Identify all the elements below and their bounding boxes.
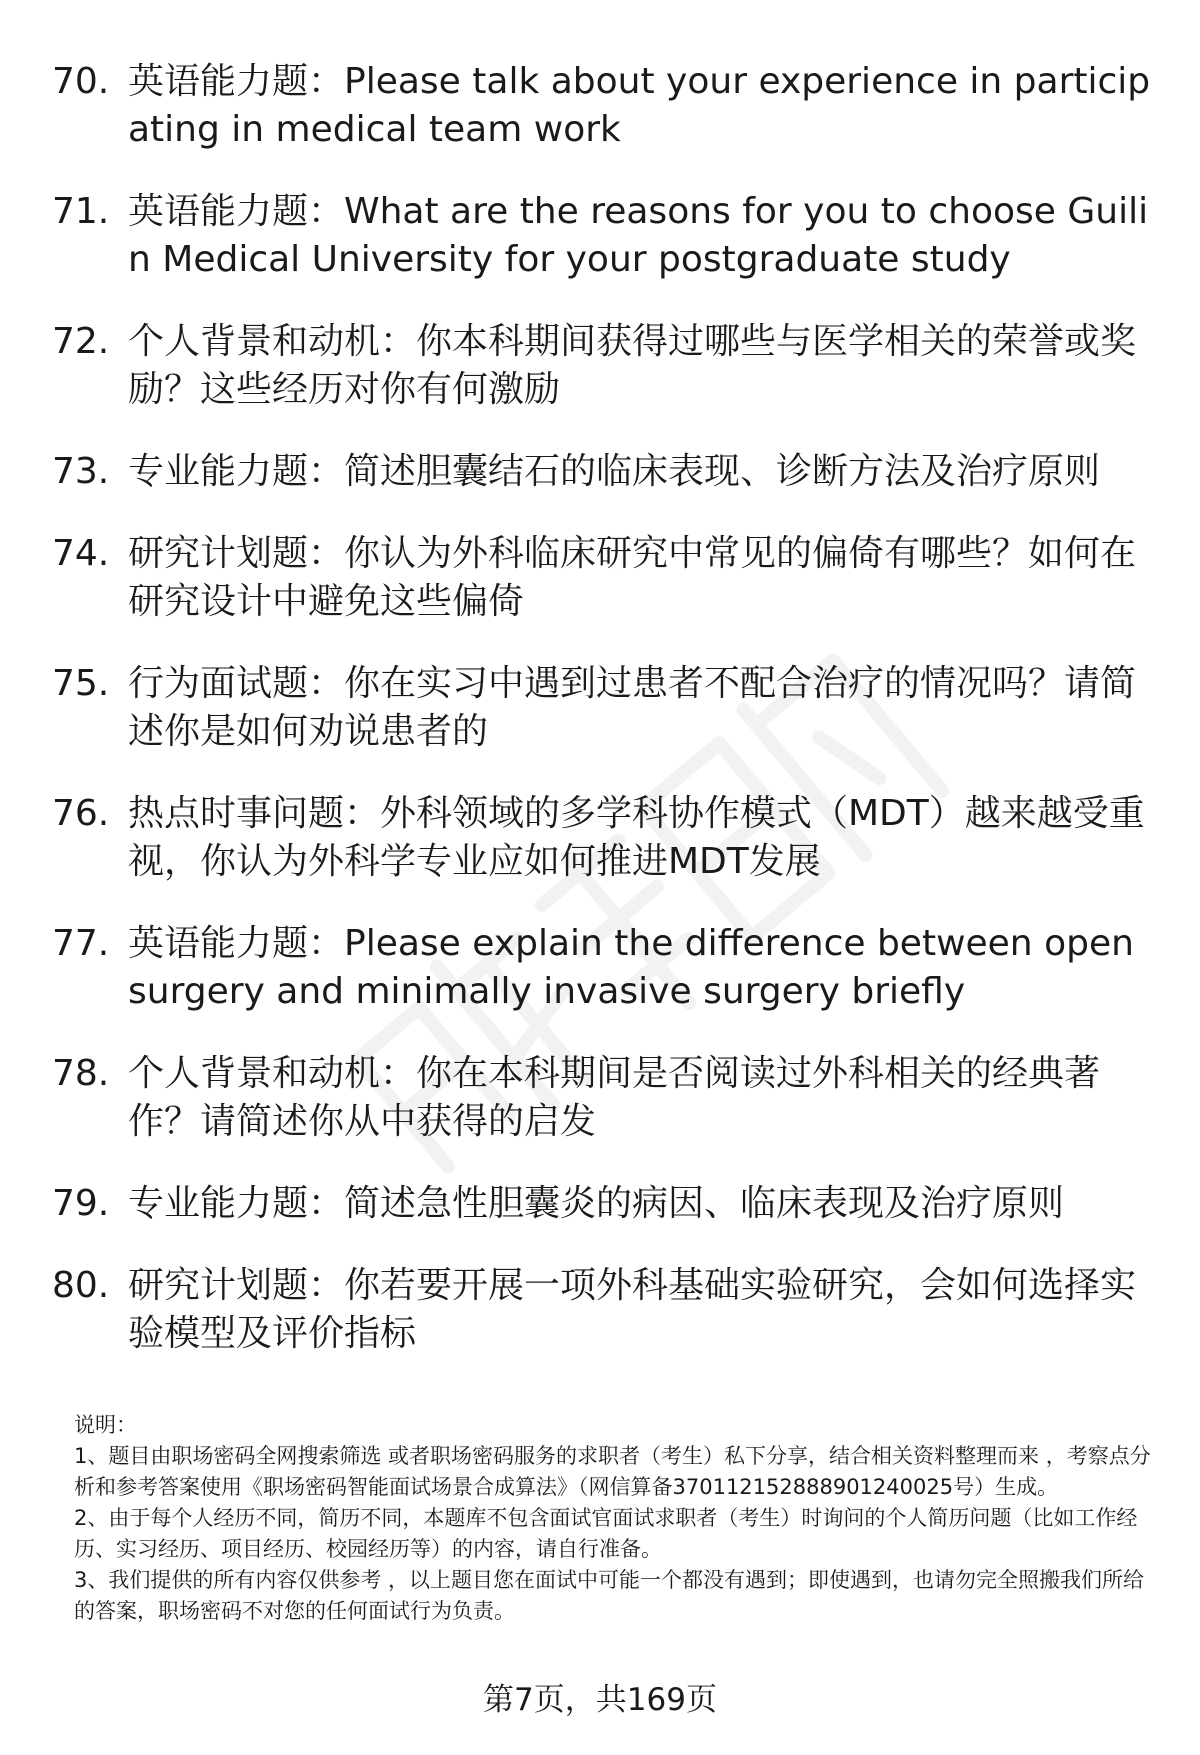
question-number: 70. [52, 61, 110, 102]
question-number: 74. [52, 533, 110, 574]
question-text: 研究计划题：你若要开展一项外科基础实验研究，会如何选择实验模型及评价指标 [128, 1265, 1137, 1354]
question-number: 71. [52, 191, 110, 232]
question-text: 专业能力题：简述胆囊结石的临床表现、诊断方法及治疗原则 [128, 451, 1101, 492]
question-item [52, 660, 1152, 756]
question-text: 行为面试题：你在实习中遇到过患者不配合治疗的情况吗？请简述你是如何劝说患者的 [128, 663, 1137, 752]
question-item [52, 188, 1152, 284]
question-number: 79. [52, 1183, 110, 1224]
question-item [52, 530, 1152, 626]
question-item [52, 1262, 1152, 1358]
question-item [52, 58, 1152, 154]
question-number: 76. [52, 793, 110, 834]
question-list [52, 58, 1152, 1392]
question-text: 专业能力题：简述急性胆囊炎的病因、临床表现及治疗原则 [128, 1183, 1065, 1224]
question-number: 75. [52, 663, 110, 704]
note-item: 2、由于每个人经历不同，简历不同，本题库不包含面试官面试求职者（考生）时询问的个人简历问题（比如工作经历、实习经历、项目经历、校园经历等）的内容，请自行准备。 [74, 1506, 1138, 1561]
question-number: 73. [52, 451, 110, 492]
question-item [52, 1180, 1152, 1228]
question-item [52, 790, 1152, 886]
notes-section [74, 1410, 1154, 1627]
note-item: 3、我们提供的所有内容仅供参考 ，以上题目您在面试中可能一个都没有遇到；即使遇到，也请勿完全照搬我们所给的答案，职场密码不对您的任何面试行为负责。 [74, 1568, 1145, 1623]
question-item [52, 448, 1152, 496]
question-text: 热点时事问题：外科领域的多学科协作模式（MDT）越来越受重视，你认为外科学专业应如何推进MDT发展 [128, 793, 1145, 882]
page-footer [0, 1680, 1200, 1720]
question-text: 英语能力题：What are the reasons for you to choose Guilin Medical University for your postgraduate study [128, 191, 1149, 280]
question-number: 72. [52, 321, 110, 362]
question-number: 80. [52, 1265, 110, 1306]
question-number: 77. [52, 923, 110, 964]
question-item [52, 318, 1152, 414]
question-text: 个人背景和动机：你本科期间获得过哪些与医学相关的荣誉或奖励？这些经历对你有何激励 [128, 321, 1137, 410]
question-number: 78. [52, 1053, 110, 1094]
question-text: 英语能力题：Please talk about your experience in participating in medical team work [128, 61, 1151, 150]
page-number: 第7页，共169页 [483, 1682, 717, 1718]
question-text: 研究计划题：你认为外科临床研究中常见的偏倚有哪些？如何在研究设计中避免这些偏倚 [128, 533, 1137, 622]
question-item [52, 1050, 1152, 1146]
question-text: 英语能力题：Please explain the difference between open surgery and minimally invasive surgery briefly [128, 923, 1134, 1012]
notes-heading: 说明： [74, 1413, 137, 1437]
note-item: 1、题目由职场密码全网搜索筛选 或者职场密码服务的求职者（考生）私下分享，结合相关资料整理而来 ，考察点分析和参考答案使用《职场密码智能面试场景合成算法》（网信算备370112152888901240025号）生成。 [74, 1444, 1151, 1499]
question-item [52, 920, 1152, 1016]
question-text: 个人背景和动机：你在本科期间是否阅读过外科相关的经典著作？请简述你从中获得的启发 [128, 1053, 1101, 1142]
